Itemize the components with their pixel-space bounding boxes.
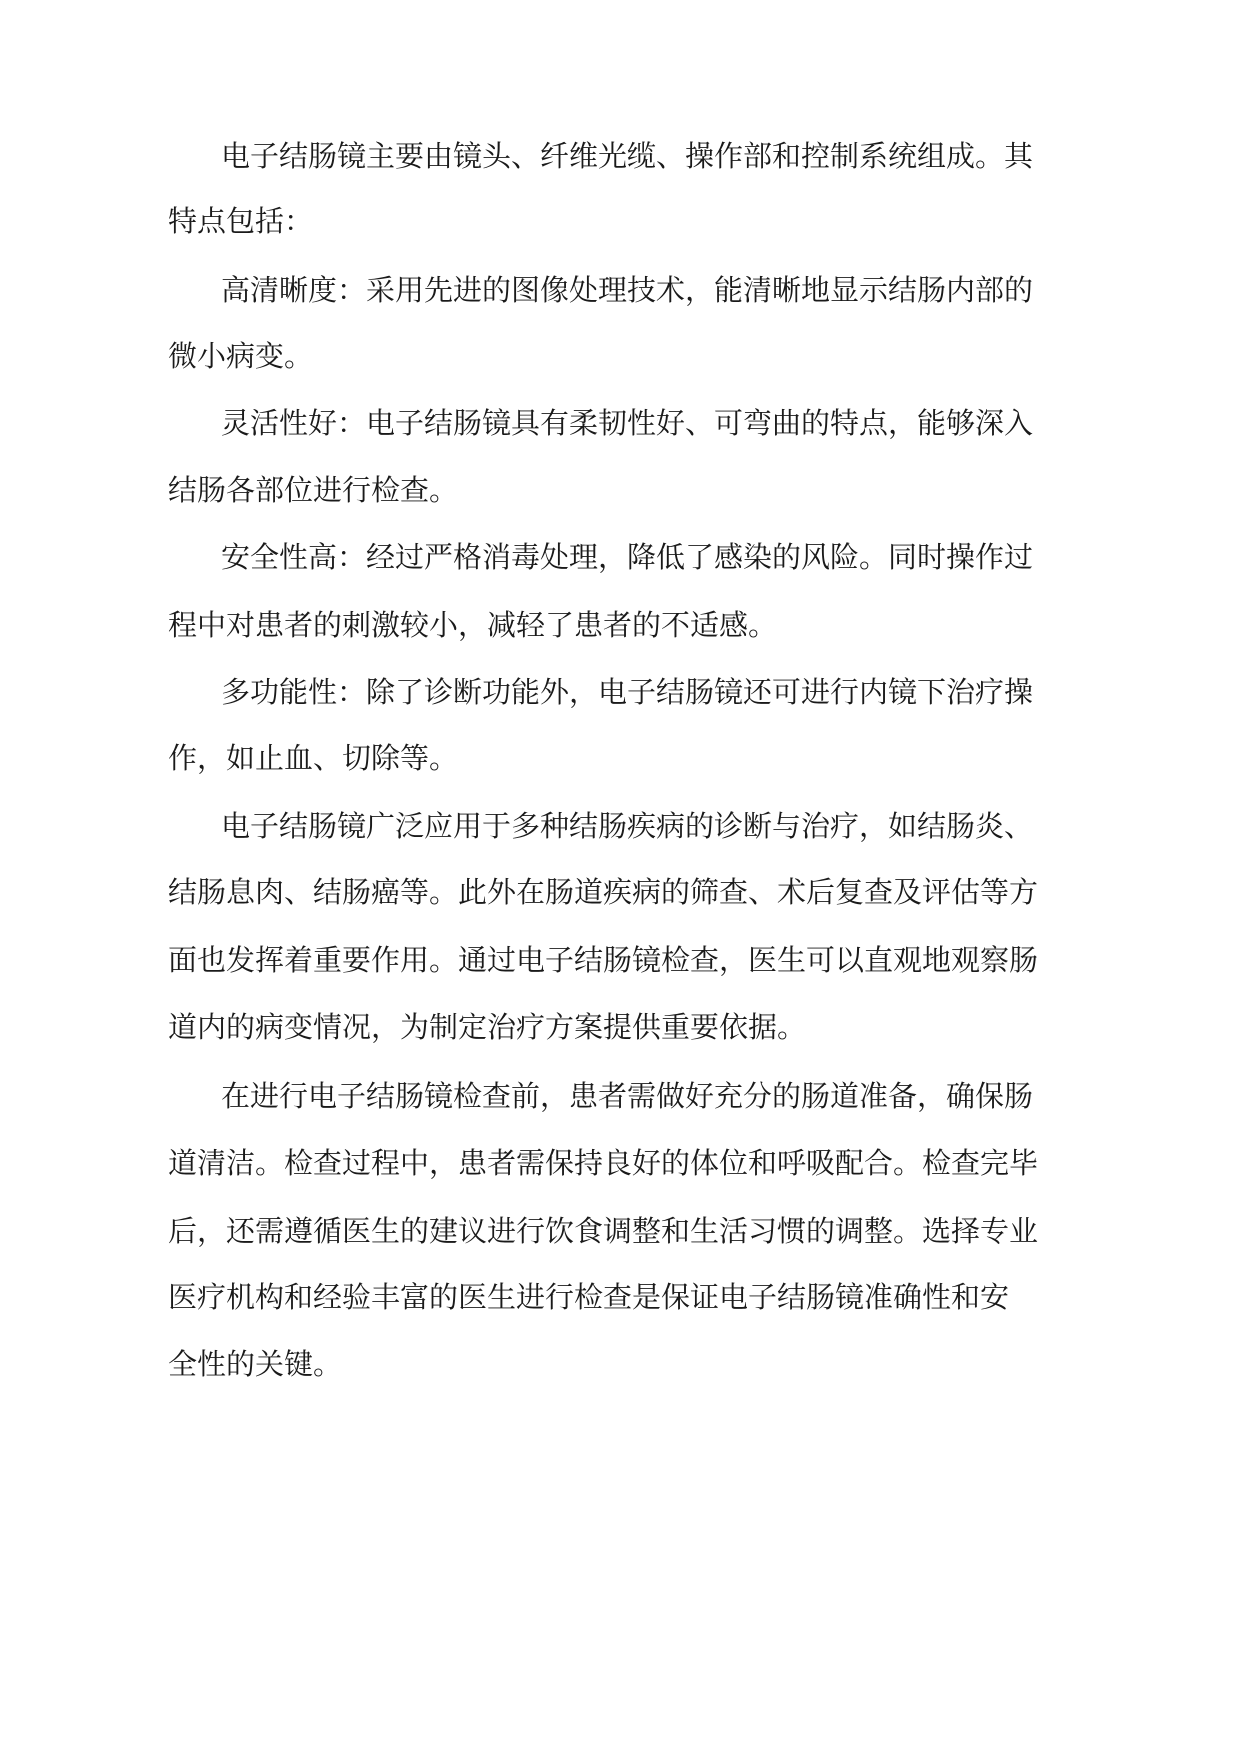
paragraph-line: 结肠各部位进行检查。 (168, 473, 459, 507)
paragraph-first-line: 电子结肠镜主要由镜头、纤维光缆、操作部和控制系统组成。其 (221, 139, 1034, 173)
paragraph-line: 微小病变。 (168, 339, 314, 373)
paragraph-first-line: 安全性高：经过严格消毒处理，降低了感染的风险。同时操作过 (221, 540, 1034, 574)
paragraph-line: 后，还需遵循医生的建议进行饮食调整和生活习惯的调整。选择专业 (168, 1214, 1039, 1248)
paragraph-line: 道内的病变情况，为制定治疗方案提供重要依据。 (168, 1010, 807, 1044)
paragraph-line: 医疗机构和经验丰富的医生进行检查是保证电子结肠镜准确性和安 (168, 1280, 1010, 1314)
paragraph-first-line: 灵活性好：电子结肠镜具有柔韧性好、可弯曲的特点，能够深入 (221, 406, 1034, 440)
paragraph-line: 面也发挥着重要作用。通过电子结肠镜检查，医生可以直观地观察肠 (168, 943, 1039, 977)
paragraph-line: 道清洁。检查过程中，患者需保持良好的体位和呼吸配合。检查完毕 (168, 1146, 1039, 1180)
paragraph-first-line: 高清晰度：采用先进的图像处理技术，能清晰地显示结肠内部的 (221, 273, 1034, 307)
paragraph-first-line: 多功能性：除了诊断功能外，电子结肠镜还可进行内镜下治疗操 (221, 675, 1034, 709)
paragraph-first-line: 在进行电子结肠镜检查前，患者需做好充分的肠道准备，确保肠 (221, 1079, 1034, 1113)
paragraph-line: 作，如止血、切除等。 (168, 741, 459, 775)
paragraph-line: 结肠息肉、结肠癌等。此外在肠道疾病的筛查、术后复查及评估等方 (168, 875, 1039, 909)
paragraph-first-line: 电子结肠镜广泛应用于多种结肠疾病的诊断与治疗，如结肠炎、 (221, 809, 1034, 843)
paragraph-line: 程中对患者的刺激较小，减轻了患者的不适感。 (168, 608, 778, 642)
paragraph-line: 全性的关键。 (168, 1347, 343, 1381)
paragraph-line: 特点包括： (168, 204, 314, 238)
